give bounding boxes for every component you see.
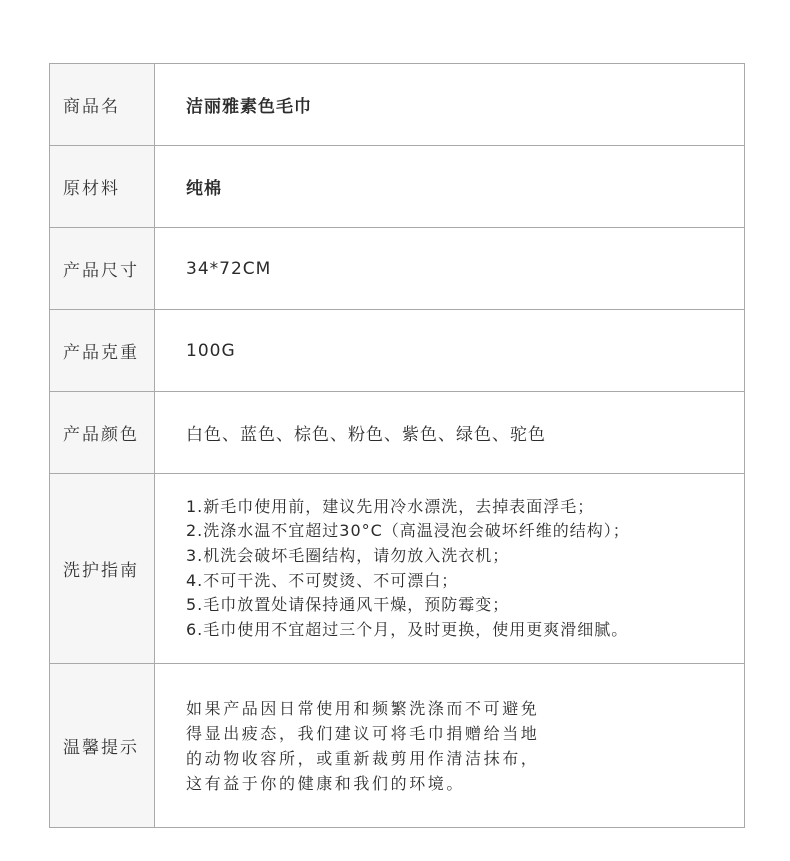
list-item: 1.新毛巾使用前，建议先用冷水漂洗，去掉表面浮毛；: [186, 496, 595, 516]
product-name-label: 商品名: [50, 64, 155, 145]
row-weight: [50, 310, 744, 392]
row-size: [50, 228, 744, 310]
list-item: 6.毛巾使用不宜超过三个月，及时更换，使用更爽滑细腻。: [186, 619, 629, 639]
tip-line: 得显出疲态，我们建议可将毛巾捐赠给当地: [186, 723, 540, 743]
row-colors: [50, 392, 744, 474]
row-warm-tip: [50, 664, 744, 827]
material-label: 原材料: [50, 146, 155, 227]
list-item: 2.洗涤水温不宜超过30°C（高温浸泡会破坏纤维的结构）；: [186, 521, 630, 541]
list-item: 4.不可干洗、不可熨烫、不可漂白；: [186, 570, 459, 590]
colors-value: 白色、蓝色、棕色、粉色、紫色、绿色、驼色: [186, 425, 546, 445]
size-label: 产品尺寸: [50, 228, 155, 309]
weight-value: 100G: [186, 340, 236, 361]
tip-line: 的动物收容所，或重新裁剪用作清洁抹布，: [186, 748, 540, 768]
row-product-name: [50, 64, 744, 146]
list-item: 3.机洗会破坏毛圈结构，请勿放入洗衣机；: [186, 545, 510, 565]
colors-label: 产品颜色: [50, 392, 155, 473]
tip-line: 这有益于你的健康和我们的环境。: [186, 773, 466, 793]
product-spec-table: [49, 63, 745, 828]
weight-label: 产品克重: [50, 310, 155, 391]
care-guide-list: [186, 495, 630, 643]
row-care-guide: [50, 474, 744, 664]
material-value: 纯棉: [186, 179, 222, 199]
tip-line: 如果产品因日常使用和频繁洗涤而不可避免: [186, 698, 540, 718]
care-guide-value: [155, 474, 744, 663]
list-item: 5.毛巾放置处请保持通风干燥，预防霉变；: [186, 595, 510, 615]
care-guide-label: 洗护指南: [50, 474, 155, 663]
warm-tip-value: [155, 664, 744, 827]
warm-tip-label: 温馨提示: [50, 664, 155, 827]
warm-tip-text: [186, 696, 539, 796]
row-material: [50, 146, 744, 228]
size-value: 34*72CM: [186, 258, 272, 279]
product-name-value: 洁丽雅素色毛巾: [186, 97, 312, 117]
